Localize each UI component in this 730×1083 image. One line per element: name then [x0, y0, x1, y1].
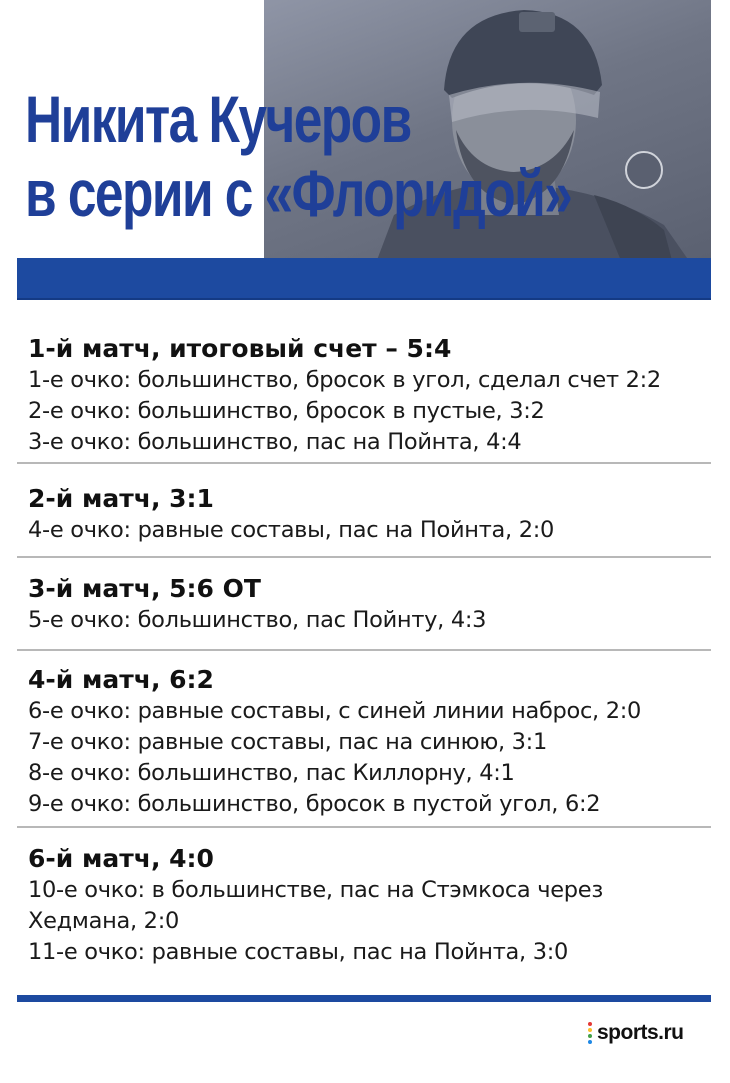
- match-title: 4-й матч, 6:2: [28, 665, 214, 694]
- section-divider: [17, 649, 711, 651]
- logo-text: sports.ru: [597, 1021, 684, 1044]
- point-item: 10-е очко: в большинстве, пас на Стэмкоса через: [28, 877, 603, 903]
- logo-dot: [588, 1028, 592, 1032]
- title-line-1: Никита Кучеров: [25, 82, 411, 156]
- footer-band: [17, 995, 711, 1002]
- match-section-1: [28, 333, 718, 458]
- match-title: 2-й матч, 3:1: [28, 484, 214, 513]
- match-section-3: [28, 573, 718, 636]
- page-title: [25, 82, 572, 230]
- logo-dot: [588, 1034, 592, 1038]
- logo-dot: [588, 1022, 592, 1026]
- point-item: 1-е очко: большинство, бросок в угол, сделал счет 2:2: [28, 367, 661, 393]
- header: [17, 0, 711, 300]
- logo-dot: [588, 1040, 592, 1044]
- point-item: 5-е очко: большинство, пас Пойнту, 4:3: [28, 607, 487, 633]
- match-section-2: [28, 483, 718, 546]
- match-section-5: [28, 843, 718, 968]
- match-title: 3-й матч, 5:6 ОТ: [28, 574, 261, 603]
- match-title: 6-й матч, 4:0: [28, 844, 214, 873]
- point-item: 8-е очко: большинство, пас Киллорну, 4:1: [28, 760, 515, 786]
- point-item: 7-е очко: равные составы, пас на синюю, 3:1: [28, 729, 547, 755]
- match-title: 1-й матч, итоговый счет – 5:4: [28, 334, 452, 363]
- point-item: 4-е очко: равные составы, пас на Пойнта, 2:0: [28, 517, 555, 543]
- header-band: [17, 258, 711, 300]
- title-line-2: в серии с «Флоридой»: [25, 156, 572, 230]
- section-divider: [17, 462, 711, 464]
- point-item: 2-е очко: большинство, бросок в пустые, 3:2: [28, 398, 545, 424]
- point-item: 6-е очко: равные составы, с синей линии наброс, 2:0: [28, 698, 642, 724]
- section-divider: [17, 556, 711, 558]
- logo-dots-icon: [588, 1022, 593, 1044]
- sports-ru-logo[interactable]: [588, 1018, 684, 1048]
- point-item: 11-е очко: равные составы, пас на Пойнта, 3:0: [28, 939, 569, 965]
- section-divider: [17, 826, 711, 828]
- point-item: 9-е очко: большинство, бросок в пустой угол, 6:2: [28, 791, 601, 817]
- point-item: Хедмана, 2:0: [28, 908, 179, 934]
- match-section-4: [28, 664, 718, 820]
- point-item: 3-е очко: большинство, пас на Пойнта, 4:4: [28, 429, 522, 455]
